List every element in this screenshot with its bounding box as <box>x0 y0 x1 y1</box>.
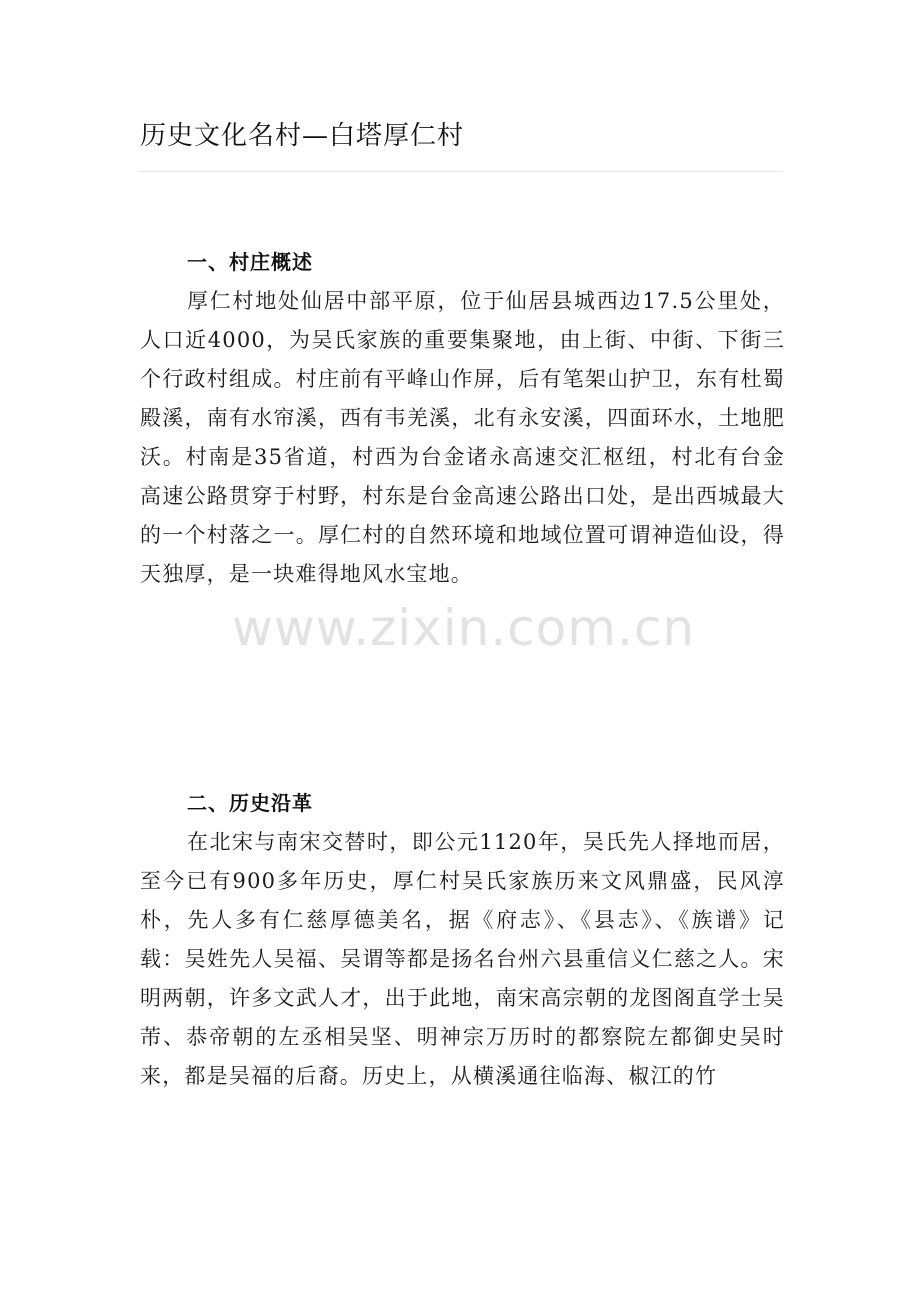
section-history <box>140 783 785 1096</box>
title-divider <box>138 171 783 172</box>
section-heading: 一、村庄概述 <box>187 250 313 274</box>
document-title: 历史文化名村—白塔厚仁村 <box>140 121 465 151</box>
section-village-overview <box>140 242 785 594</box>
section-paragraph: 厚仁村地处仙居中部平原，位于仙居县城西边17.5公里处，人口近4000，为吴氏家族的重要集聚地，由上街、中街、下街三个行政村组成。村庄前有平峰山作屏，后有笔架山护卫，东有杜蜀殿溪，南有水帘溪，西有韦羌溪，北有永安溪，四面环水，土地肥沃。村南是35省道，村西为台金诸永高速交汇枢纽，村北有台金高速公路贯穿于村野，村东是台金高速公路出口处，是出西城最大的一个村落之一。厚仁村的自然环境和地域位置可谓神造仙设，得天独厚，是一块难得地风水宝地。 <box>140 289 785 586</box>
watermark: www.zixin.com.cn <box>232 599 696 657</box>
section-paragraph: 在北宋与南宋交替时，即公元1120年，吴氏先人择地而居，至今已有900多年历史，厚仁村吴氏家族历来文风鼎盛，民风淳朴，先人多有仁慈厚德美名，据《府志》、《县志》、《族谱》记载：吴姓先人吴福、吴谓等都是扬名台州六县重信义仁慈之人。宋明两朝，许多文武人才，出于此地，南宋高宗朝的龙图阁直学士吴芾、恭帝朝的左丞相吴坚、明神宗万历时的都察院左都御史吴时来，都是吴福的后裔。历史上，从横溪通往临海、椒江的竹 <box>140 830 785 1088</box>
section-heading: 二、历史沿革 <box>187 791 313 815</box>
